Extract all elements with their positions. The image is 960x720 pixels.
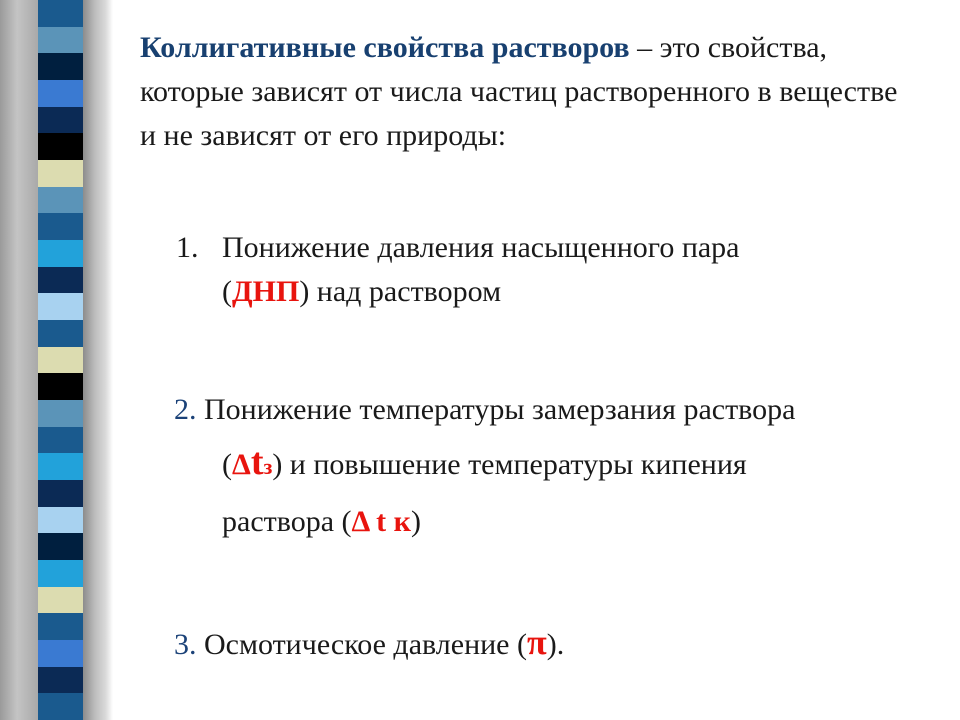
delta-symbol: Δ [232,448,251,481]
delta-t-boiling: Δ t к [351,505,411,538]
list-item-2-line1: 2. Понижение температуры замерзания раствора [174,393,796,426]
definition-term: Коллигативные свойства растворов [140,31,630,64]
freezing-subscript: з [263,454,273,479]
list-item-2-line3: раствора (Δ t к) [222,505,421,538]
list-item-3: 3. Осмотическое давление (π). [174,622,565,662]
list-item-1-line1: Понижение давления насыщенного пара [222,231,740,264]
definition-text: – это свойства, которые зависят от числа частиц растворенного в веществе и не зависят от его природы: [140,31,898,152]
list-item-1-number: 1. [176,231,199,264]
definition-paragraph [140,26,920,158]
dnp-abbreviation: ДНП [232,275,300,308]
list-item-2-number: 2. [174,393,197,426]
list-item-1-line2: ) над раствором [299,275,502,308]
t-symbol: t [250,441,264,483]
list-item-1: Понижение давления насыщенного пара (ДНП) над раствором [222,231,740,308]
pi-symbol: π [526,622,547,662]
list-item-2-line2: (Δtз) и повышение температуры кипения [222,441,747,483]
list-item-3-number: 3. [174,628,197,661]
